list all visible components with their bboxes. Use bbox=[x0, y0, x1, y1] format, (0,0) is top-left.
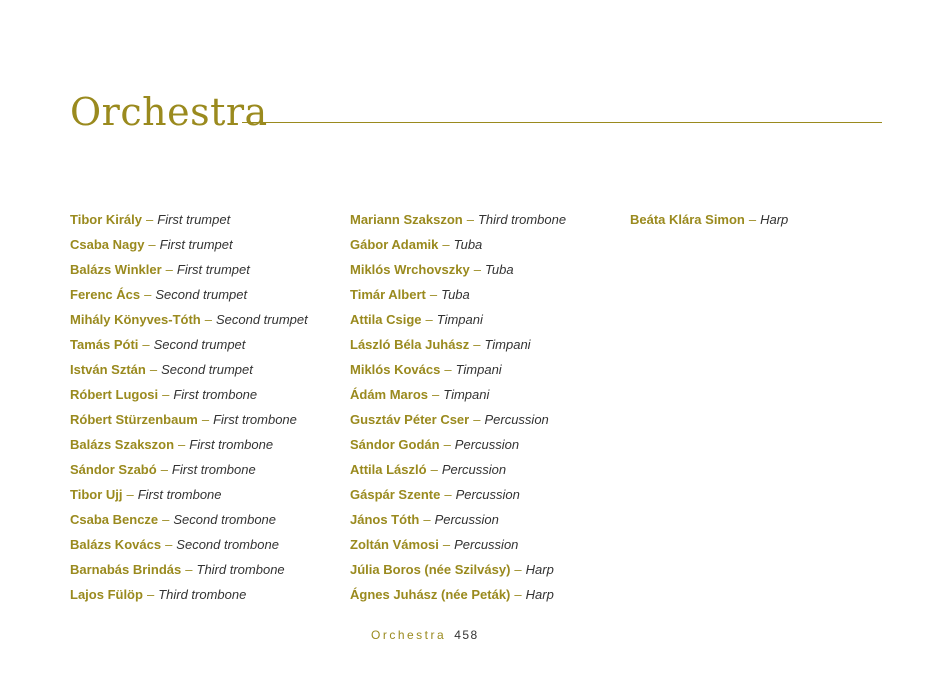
musician-entry bbox=[70, 410, 308, 435]
separator-dash: – bbox=[162, 512, 170, 527]
musician-role: First trumpet bbox=[159, 237, 233, 252]
musician-entry bbox=[350, 210, 566, 235]
musician-role: Percussion bbox=[454, 437, 520, 452]
musician-entry bbox=[70, 485, 308, 510]
musician-entry bbox=[70, 460, 308, 485]
separator-dash: – bbox=[748, 212, 757, 227]
musician-name: Gábor Adamik bbox=[350, 237, 439, 252]
musician-role: Percussion bbox=[441, 462, 507, 477]
separator-dash: – bbox=[443, 437, 451, 452]
musician-name: Lajos Fülöp bbox=[70, 587, 143, 602]
separator-dash: – bbox=[144, 287, 152, 302]
musician-name: Gáspár Szente bbox=[350, 487, 441, 502]
musician-role: Third trombone bbox=[196, 562, 285, 577]
musician-role: First trombone bbox=[137, 487, 222, 502]
musician-name: Róbert Stürzenbaum bbox=[70, 412, 198, 427]
musician-name: Timár Albert bbox=[350, 287, 426, 302]
musician-name: Balázs Szakszon bbox=[70, 437, 175, 452]
musician-role: First trumpet bbox=[176, 262, 250, 277]
musician-name: Zoltán Vámosi bbox=[350, 537, 439, 552]
musician-role: Second trumpet bbox=[161, 362, 253, 377]
musician-entry bbox=[350, 360, 566, 385]
separator-dash: – bbox=[204, 312, 212, 327]
musician-role: Third trombone bbox=[477, 212, 567, 227]
musician-entry bbox=[350, 560, 566, 585]
musician-name: Beáta Klára Simon bbox=[630, 212, 745, 227]
musician-name: Ferenc Ács bbox=[70, 287, 141, 302]
musician-role: Harp bbox=[525, 562, 554, 577]
musician-name: Attila Csige bbox=[350, 312, 422, 327]
musician-entry bbox=[70, 285, 308, 310]
separator-dash: – bbox=[142, 337, 150, 352]
musician-entry bbox=[70, 385, 308, 410]
separator-dash: – bbox=[165, 262, 173, 277]
musician-name: Csaba Bencze bbox=[70, 512, 159, 527]
musician-role: Second trombone bbox=[176, 537, 279, 552]
musician-entry bbox=[350, 485, 566, 510]
musician-role: Timpani bbox=[455, 362, 502, 377]
musician-entry bbox=[350, 460, 566, 485]
musician-entry bbox=[70, 560, 308, 585]
musician-name: Sándor Szabó bbox=[70, 462, 157, 477]
separator-dash: – bbox=[160, 462, 168, 477]
separator-dash: – bbox=[466, 212, 474, 227]
musician-role: First trombone bbox=[173, 387, 258, 402]
separator-dash: – bbox=[514, 562, 522, 577]
title-rule bbox=[242, 122, 882, 123]
musician-entry bbox=[70, 210, 308, 235]
musician-role: Tuba bbox=[453, 237, 483, 252]
musician-entry bbox=[350, 310, 566, 335]
musician-name: Gusztáv Péter Cser bbox=[350, 412, 470, 427]
musician-role: First trombone bbox=[171, 462, 256, 477]
musician-name: Balázs Winkler bbox=[70, 262, 162, 277]
separator-dash: – bbox=[429, 287, 438, 302]
separator-dash: – bbox=[444, 487, 452, 502]
musician-name: László Béla Juhász bbox=[350, 337, 470, 352]
musician-role: First trombone bbox=[213, 412, 297, 427]
separator-dash: – bbox=[444, 362, 452, 377]
musician-entry bbox=[350, 585, 566, 610]
musician-entry bbox=[630, 210, 788, 235]
musician-entry bbox=[350, 285, 566, 310]
musician-role: Percussion bbox=[455, 487, 520, 502]
musician-name: Júlia Boros (née Szilvásy) bbox=[350, 562, 511, 577]
separator-dash: – bbox=[473, 337, 481, 352]
musician-name: Ágnes Juhász (née Peták) bbox=[350, 587, 511, 602]
column-3 bbox=[630, 210, 788, 235]
musician-name: Barnabás Brindás bbox=[70, 562, 182, 577]
separator-dash: – bbox=[201, 412, 210, 427]
musician-entry bbox=[350, 385, 566, 410]
musician-role: Second trombone bbox=[173, 512, 277, 527]
separator-dash: – bbox=[148, 237, 156, 252]
musician-role: Harp bbox=[760, 212, 789, 227]
musician-entry bbox=[70, 335, 308, 360]
musician-role: Tuba bbox=[441, 287, 470, 302]
musician-name: Miklós Kovács bbox=[350, 362, 441, 377]
page-number: 458 bbox=[454, 628, 479, 642]
separator-dash: – bbox=[423, 512, 431, 527]
separator-dash: – bbox=[146, 212, 154, 227]
musician-entry bbox=[350, 435, 566, 460]
musician-role: First trombone bbox=[189, 437, 274, 452]
musician-entry bbox=[70, 535, 308, 560]
musician-role: Timpani bbox=[436, 312, 483, 327]
column-2 bbox=[350, 210, 566, 610]
musician-entry bbox=[70, 435, 308, 460]
musician-entry bbox=[70, 235, 308, 260]
separator-dash: – bbox=[514, 587, 522, 602]
musician-role: Percussion bbox=[434, 512, 499, 527]
musician-role: Third trombone bbox=[158, 587, 247, 602]
musician-role: Timpani bbox=[484, 337, 531, 352]
musician-name: Tibor Király bbox=[70, 212, 143, 227]
separator-dash: – bbox=[473, 262, 481, 277]
musician-entry bbox=[350, 260, 566, 285]
musician-role: Second trumpet bbox=[153, 337, 246, 352]
page-title: Orchestra bbox=[70, 90, 268, 134]
musician-name: Ádám Maros bbox=[350, 387, 429, 402]
musician-entry bbox=[70, 360, 308, 385]
musician-entry bbox=[70, 310, 308, 335]
separator-dash: – bbox=[432, 387, 440, 402]
musician-name: János Tóth bbox=[350, 512, 420, 527]
separator-dash: – bbox=[126, 487, 134, 502]
musician-entry bbox=[70, 585, 308, 610]
separator-dash: – bbox=[442, 537, 451, 552]
musician-name: Sándor Godán bbox=[350, 437, 440, 452]
musician-name: Mihály Könyves-Tóth bbox=[70, 312, 201, 327]
musician-name: Csaba Nagy bbox=[70, 237, 145, 252]
musician-name: Mariann Szakszon bbox=[350, 212, 463, 227]
separator-dash: – bbox=[165, 537, 173, 552]
separator-dash: – bbox=[442, 237, 450, 252]
separator-dash: – bbox=[149, 362, 158, 377]
musician-entry bbox=[70, 260, 308, 285]
musician-name: István Sztán bbox=[70, 362, 146, 377]
musician-entry bbox=[70, 510, 308, 535]
separator-dash: – bbox=[162, 387, 170, 402]
musician-role: Harp bbox=[525, 587, 554, 602]
musician-entry bbox=[350, 510, 566, 535]
musician-name: Attila László bbox=[350, 462, 427, 477]
musician-entry bbox=[350, 535, 566, 560]
musician-role: First trumpet bbox=[157, 212, 231, 227]
column-1 bbox=[70, 210, 308, 610]
separator-dash: – bbox=[178, 437, 186, 452]
musician-role: Percussion bbox=[484, 412, 549, 427]
musician-role: Second trumpet bbox=[155, 287, 248, 302]
musician-role: Tuba bbox=[484, 262, 514, 277]
musician-entry bbox=[350, 235, 566, 260]
page-header bbox=[70, 90, 882, 134]
musician-entry bbox=[350, 410, 566, 435]
musician-entry bbox=[350, 335, 566, 360]
separator-dash: – bbox=[146, 587, 155, 602]
musician-name: Tamás Póti bbox=[70, 337, 139, 352]
musician-role: Timpani bbox=[443, 387, 490, 402]
separator-dash: – bbox=[430, 462, 438, 477]
separator-dash: – bbox=[425, 312, 433, 327]
footer-section-label: Orchestra bbox=[371, 628, 447, 642]
page-footer bbox=[371, 627, 479, 643]
separator-dash: – bbox=[473, 412, 481, 427]
musician-name: Balázs Kovács bbox=[70, 537, 162, 552]
separator-dash: – bbox=[185, 562, 193, 577]
musician-role: Percussion bbox=[454, 537, 519, 552]
musician-name: Miklós Wrchovszky bbox=[350, 262, 470, 277]
musician-role: Second trumpet bbox=[215, 312, 308, 327]
musician-name: Róbert Lugosi bbox=[70, 387, 159, 402]
musician-name: Tibor Ujj bbox=[70, 487, 123, 502]
